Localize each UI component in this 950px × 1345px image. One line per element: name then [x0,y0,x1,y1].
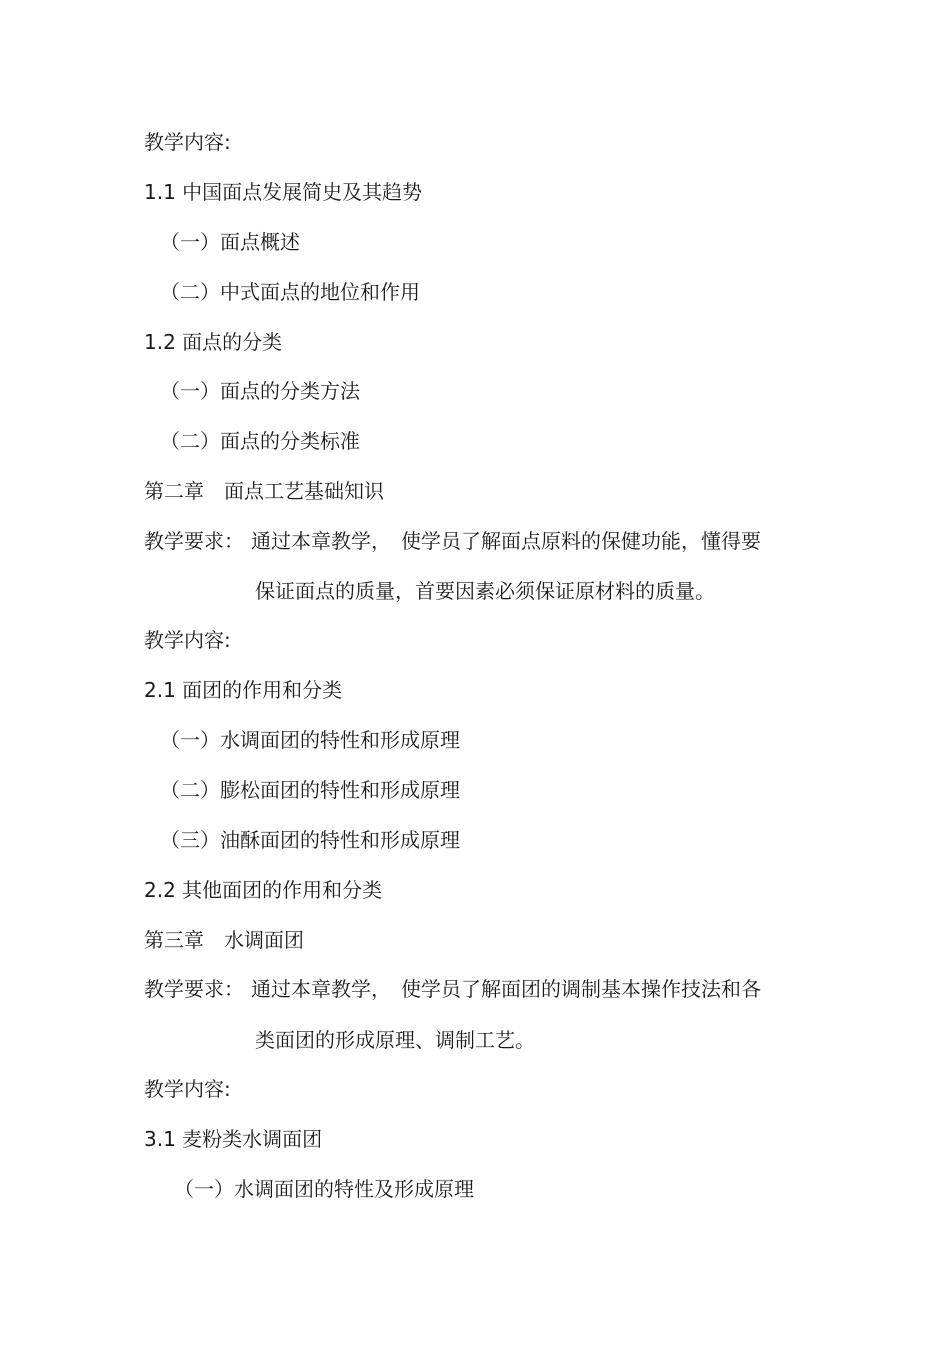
requirement-line [144,529,761,553]
section-heading: 教学内容: [144,1077,231,1101]
section-title: 1.1 中国面点发展简史及其趋势 [144,180,423,204]
subsection-item: （二）膨松面团的特性和形成原理 [160,778,460,802]
subsection-item: （二）面点的分类标准 [160,429,360,453]
requirement-text: 通过本章教学， 使学员了解面点原料的保健功能，懂得要 [251,529,761,553]
chapter-title: 第三章 水调面团 [144,928,304,952]
chapter-title: 第二章 面点工艺基础知识 [144,479,384,503]
section-heading: 教学内容: [144,628,231,652]
section-heading: 教学内容: [144,130,231,154]
subsection-item: （一）水调面团的特性和形成原理 [160,728,460,752]
requirement-continuation: 保证面点的质量，首要因素必须保证原材料的质量。 [255,579,715,603]
subsection-item: （三）油酥面团的特性和形成原理 [160,828,460,852]
section-title: 3.1 麦粉类水调面团 [144,1127,323,1151]
requirement-line [144,977,761,1001]
subsection-item: （一）水调面团的特性及形成原理 [174,1177,474,1201]
section-title: 2.2 其他面团的作用和分类 [144,878,383,902]
subsection-item: （一）面点的分类方法 [160,379,360,403]
subsection-item: （一）面点概述 [160,230,300,254]
requirement-label: 教学要求： [144,977,244,1001]
requirement-label: 教学要求： [144,529,244,553]
requirement-continuation: 类面团的形成原理、调制工艺。 [255,1028,535,1052]
requirement-text: 通过本章教学， 使学员了解面团的调制基本操作技法和各 [251,977,761,1001]
section-title: 1.2 面点的分类 [144,330,283,354]
subsection-item: （二）中式面点的地位和作用 [160,280,420,304]
section-title: 2.1 面团的作用和分类 [144,678,343,702]
